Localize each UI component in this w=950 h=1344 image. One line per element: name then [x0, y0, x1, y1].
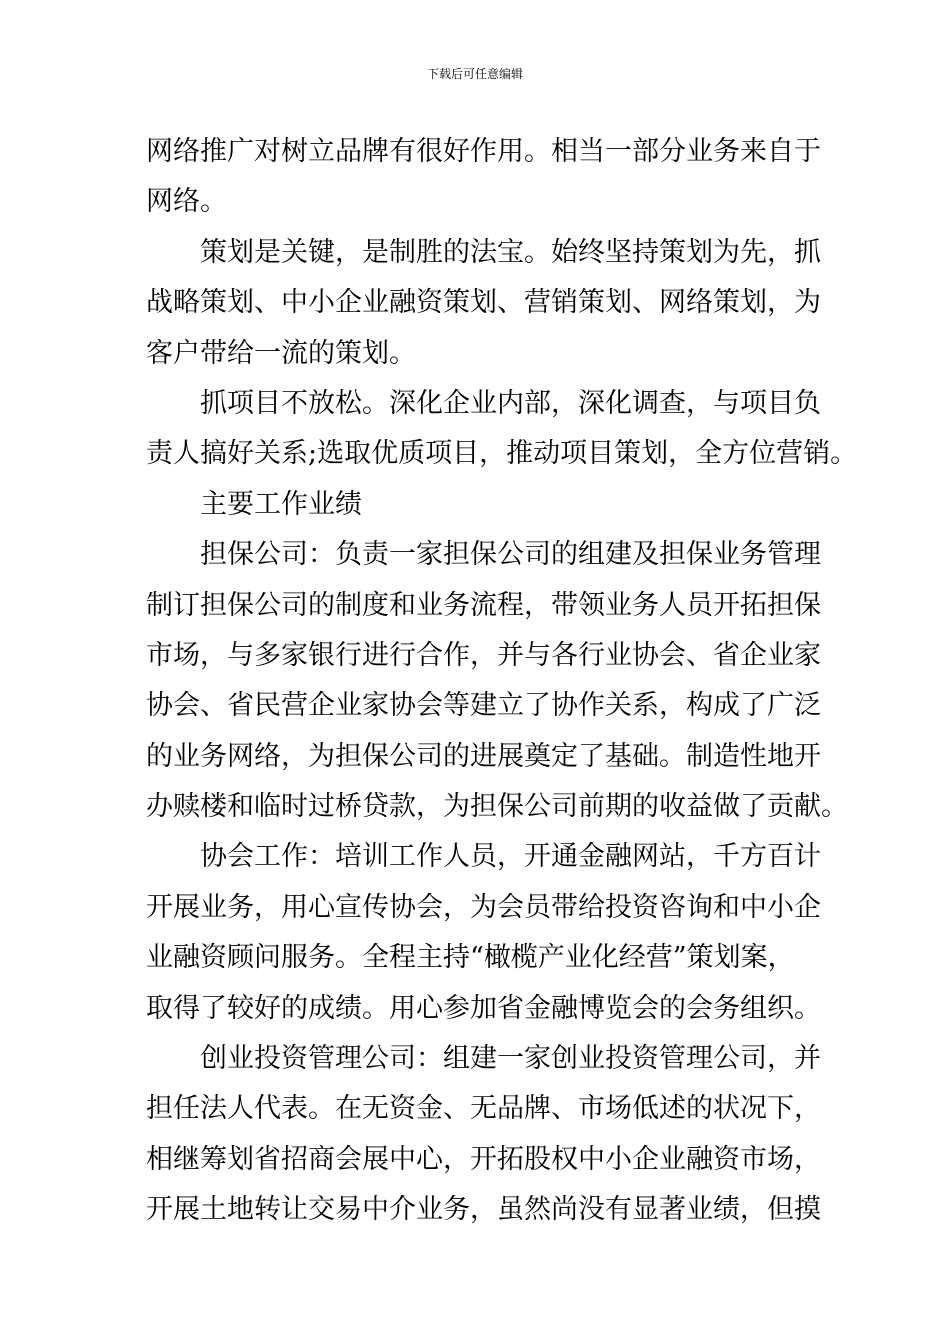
text-line: 创业投资管理公司：组建一家创业投资管理公司，并	[200, 1043, 821, 1075]
text-line: 抓项目不放松。深化企业内部，深化调查，与项目负	[200, 387, 821, 419]
text-line: 开展土地转让交易中介业务，虽然尚没有显著业绩，但摸	[146, 1194, 821, 1226]
text-line: 责人搞好关系;选取优质项目，推动项目策划，全方位营销。	[146, 438, 858, 470]
text-line: 的业务网络，为担保公司的进展奠定了基础。制造性地开	[146, 740, 821, 772]
text-line: 取得了较好的成绩。用心参加省金融博览会的会务组织。	[146, 992, 821, 1024]
text-line: 网络推广对树立品牌有很好作用。相当一部分业务来自于	[146, 136, 821, 167]
document-body	[146, 127, 858, 1236]
text-line: 开展业务，用心宣传协会，为会员带给投资咨询和中小企	[146, 891, 821, 923]
text-line: 协会、省民营企业家协会等建立了协作关系，构成了广泛	[146, 690, 821, 722]
text-line: 办赎楼和临时过桥贷款，为担保公司前期的收益做了贡献。	[146, 791, 848, 823]
text-line: 战略策划、中小企业融资策划、营销策划、网络策划，为	[146, 287, 821, 319]
text-line: 相继筹划省招商会展中心，开拓股权中小企业融资市场，	[146, 1143, 821, 1175]
text-line: 协会工作：培训工作人员，开通金融网站，千方百计	[200, 841, 821, 873]
text-line: 业融资顾问服务。全程主持“橄榄产业化经营”策划案，	[146, 942, 795, 974]
text-line: 客户带给一流的策划。	[146, 337, 416, 369]
section-heading: 主要工作业绩	[200, 488, 362, 520]
text-line: 担任法人代表。在无资金、无品牌、市场低述的状况下，	[146, 1093, 821, 1125]
text-line: 策划是关键，是制胜的法宝。始终坚持策划为先，抓	[200, 236, 821, 268]
text-line: 担保公司：负责一家担保公司的组建及担保业务管理	[200, 539, 821, 571]
text-line: 市场，与多家银行进行合作，并与各行业协会、省企业家	[146, 639, 821, 671]
page-header: 下载后可任意编辑	[426, 67, 523, 81]
text-line: 制订担保公司的制度和业务流程，带领业务人员开拓担保	[146, 589, 821, 621]
text-line: 网络。	[146, 186, 227, 218]
